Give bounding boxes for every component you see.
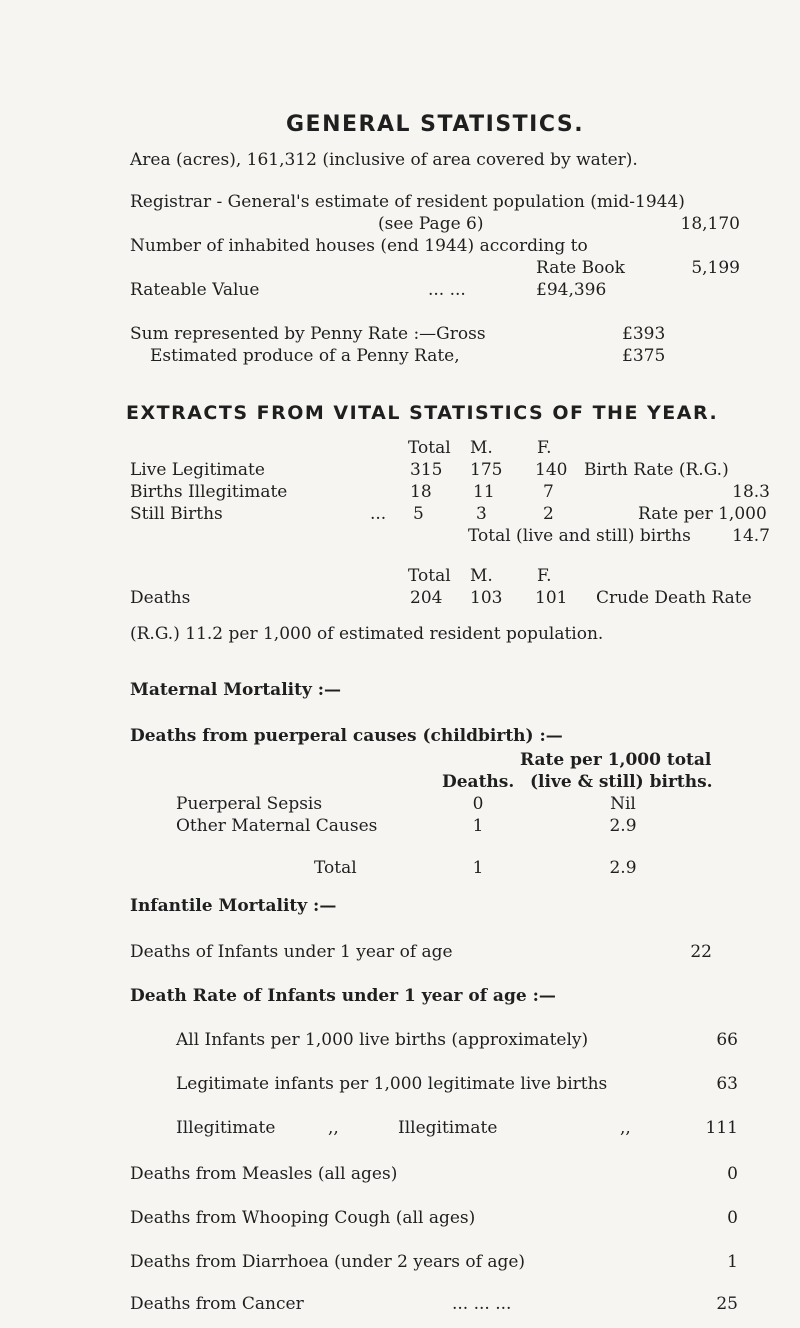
rateable-label: Rateable Value (130, 280, 260, 300)
maternal-intro: Deaths from puerperal causes (childbirth) :— (130, 726, 563, 746)
row-live-legitimate-f: 140 (535, 460, 568, 480)
maternal-deaths-header: Deaths. (442, 772, 515, 792)
deaths-f: 101 (535, 588, 568, 608)
infantile-heading: Infantile Mortality :— (130, 896, 337, 916)
rateable-dots: ... ... (428, 280, 466, 300)
deaths-diarrhoea-value: 1 (727, 1252, 738, 1272)
deaths-cancer-label: Deaths from Cancer (130, 1294, 304, 1314)
infant-deaths-under-1-value: 22 (690, 942, 712, 962)
birth-rate-value: 18.3 (732, 482, 770, 502)
deaths-col-f-header: F. (537, 566, 552, 586)
deaths-measles-label: Deaths from Measles (all ages) (130, 1164, 398, 1184)
row-live-legitimate-label: Live Legitimate (130, 460, 265, 480)
row-live-legitimate-total: 315 (410, 460, 443, 480)
maternal-rate-header-line2: (live & still) births. (530, 772, 713, 792)
col-m-header: M. (470, 438, 493, 458)
col-f-header: F. (537, 438, 552, 458)
population-line1: Registrar - General's estimate of resident population (mid-1944) (130, 192, 685, 212)
deaths-m: 103 (470, 588, 503, 608)
infant-rate-legitimate-value: 63 (716, 1074, 738, 1094)
maternal-total-rate: 2.9 (609, 858, 637, 878)
infant-rate-illegitimate-value: 111 (705, 1118, 738, 1138)
row-births-illegitimate-total: 18 (410, 482, 432, 502)
maternal-total-deaths: 1 (472, 858, 484, 878)
penny-produce-label: Estimated produce of a Penny Rate, (150, 346, 460, 366)
row-births-illegitimate-f: 7 (543, 482, 554, 502)
col-total-header: Total (408, 438, 451, 458)
crude-death-rate-label: Crude Death Rate (596, 588, 752, 608)
infant-death-rate-heading: Death Rate of Infants under 1 year of age :— (130, 986, 556, 1006)
houses-line2: Rate Book (536, 258, 625, 278)
population-line2: (see Page 6) (378, 214, 484, 234)
rateable-value: £94,396 (536, 280, 607, 300)
houses-value: 5,199 (691, 258, 740, 278)
row-still-births-total: 5 (413, 504, 424, 524)
vital-statistics-heading: EXTRACTS FROM VITAL STATISTICS OF THE YEAR. (126, 402, 719, 424)
row-still-births-dots: ... (370, 504, 387, 524)
infant-rate-illegitimate-ditto-b: ,, (620, 1118, 631, 1138)
maternal-row-other-label: Other Maternal Causes (176, 816, 378, 836)
maternal-row-sepsis-rate: Nil (610, 794, 636, 814)
maternal-rate-header-line1: Rate per 1,000 total (520, 750, 712, 770)
infant-rate-illegitimate-label-b: Illegitimate (398, 1118, 498, 1138)
penny-gross-value: £393 (622, 324, 666, 344)
maternal-total-label: Total (314, 858, 357, 878)
deaths-whooping-cough-value: 0 (727, 1208, 738, 1228)
deaths-cancer-dots: ... ... ... (452, 1294, 512, 1314)
area-line: Area (acres), 161,312 (inclusive of area covered by water). (130, 150, 638, 170)
deaths-label: Deaths (130, 588, 191, 608)
infant-rate-illegitimate-label-a: Illegitimate (176, 1118, 276, 1138)
deaths-col-m-header: M. (470, 566, 493, 586)
rate-per-label: Rate per 1,000 (638, 504, 767, 524)
row-still-births-m: 3 (476, 504, 487, 524)
infant-rate-illegitimate-ditto-a: ,, (328, 1118, 339, 1138)
page-title: GENERAL STATISTICS. (286, 112, 585, 137)
deaths-total: 204 (410, 588, 443, 608)
infant-rate-all-value: 66 (716, 1030, 738, 1050)
deaths-measles-value: 0 (727, 1164, 738, 1184)
total-live-still-value: 14.7 (732, 526, 770, 546)
row-still-births-label: Still Births (130, 504, 223, 524)
infant-rate-all-label: All Infants per 1,000 live births (approximately) (176, 1030, 589, 1050)
maternal-row-sepsis-deaths: 0 (472, 794, 484, 814)
infant-deaths-under-1-label: Deaths of Infants under 1 year of age (130, 942, 453, 962)
total-live-still-label: Total (live and still) births (468, 526, 691, 546)
death-rate-line: (R.G.) 11.2 per 1,000 of estimated resident population. (130, 624, 604, 644)
row-births-illegitimate-label: Births Illegitimate (130, 482, 288, 502)
maternal-heading: Maternal Mortality :— (130, 680, 342, 700)
row-live-legitimate-m: 175 (470, 460, 503, 480)
birth-rate-label: Birth Rate (R.G.) (584, 460, 729, 480)
penny-gross-label: Sum represented by Penny Rate :—Gross (130, 324, 486, 344)
deaths-whooping-cough-label: Deaths from Whooping Cough (all ages) (130, 1208, 476, 1228)
maternal-row-other-rate: 2.9 (609, 816, 637, 836)
maternal-row-sepsis-label: Puerperal Sepsis (176, 794, 323, 814)
deaths-diarrhoea-label: Deaths from Diarrhoea (under 2 years of age) (130, 1252, 526, 1272)
penny-produce-value: £375 (622, 346, 666, 366)
infant-rate-legitimate-label: Legitimate infants per 1,000 legitimate live births (176, 1074, 608, 1094)
row-births-illegitimate-m: 11 (473, 482, 495, 502)
deaths-cancer-value: 25 (716, 1294, 738, 1314)
row-still-births-f: 2 (543, 504, 554, 524)
maternal-row-other-deaths: 1 (472, 816, 484, 836)
deaths-col-total-header: Total (408, 566, 451, 586)
houses-line1: Number of inhabited houses (end 1944) according to (130, 236, 588, 256)
population-value: 18,170 (680, 214, 740, 234)
